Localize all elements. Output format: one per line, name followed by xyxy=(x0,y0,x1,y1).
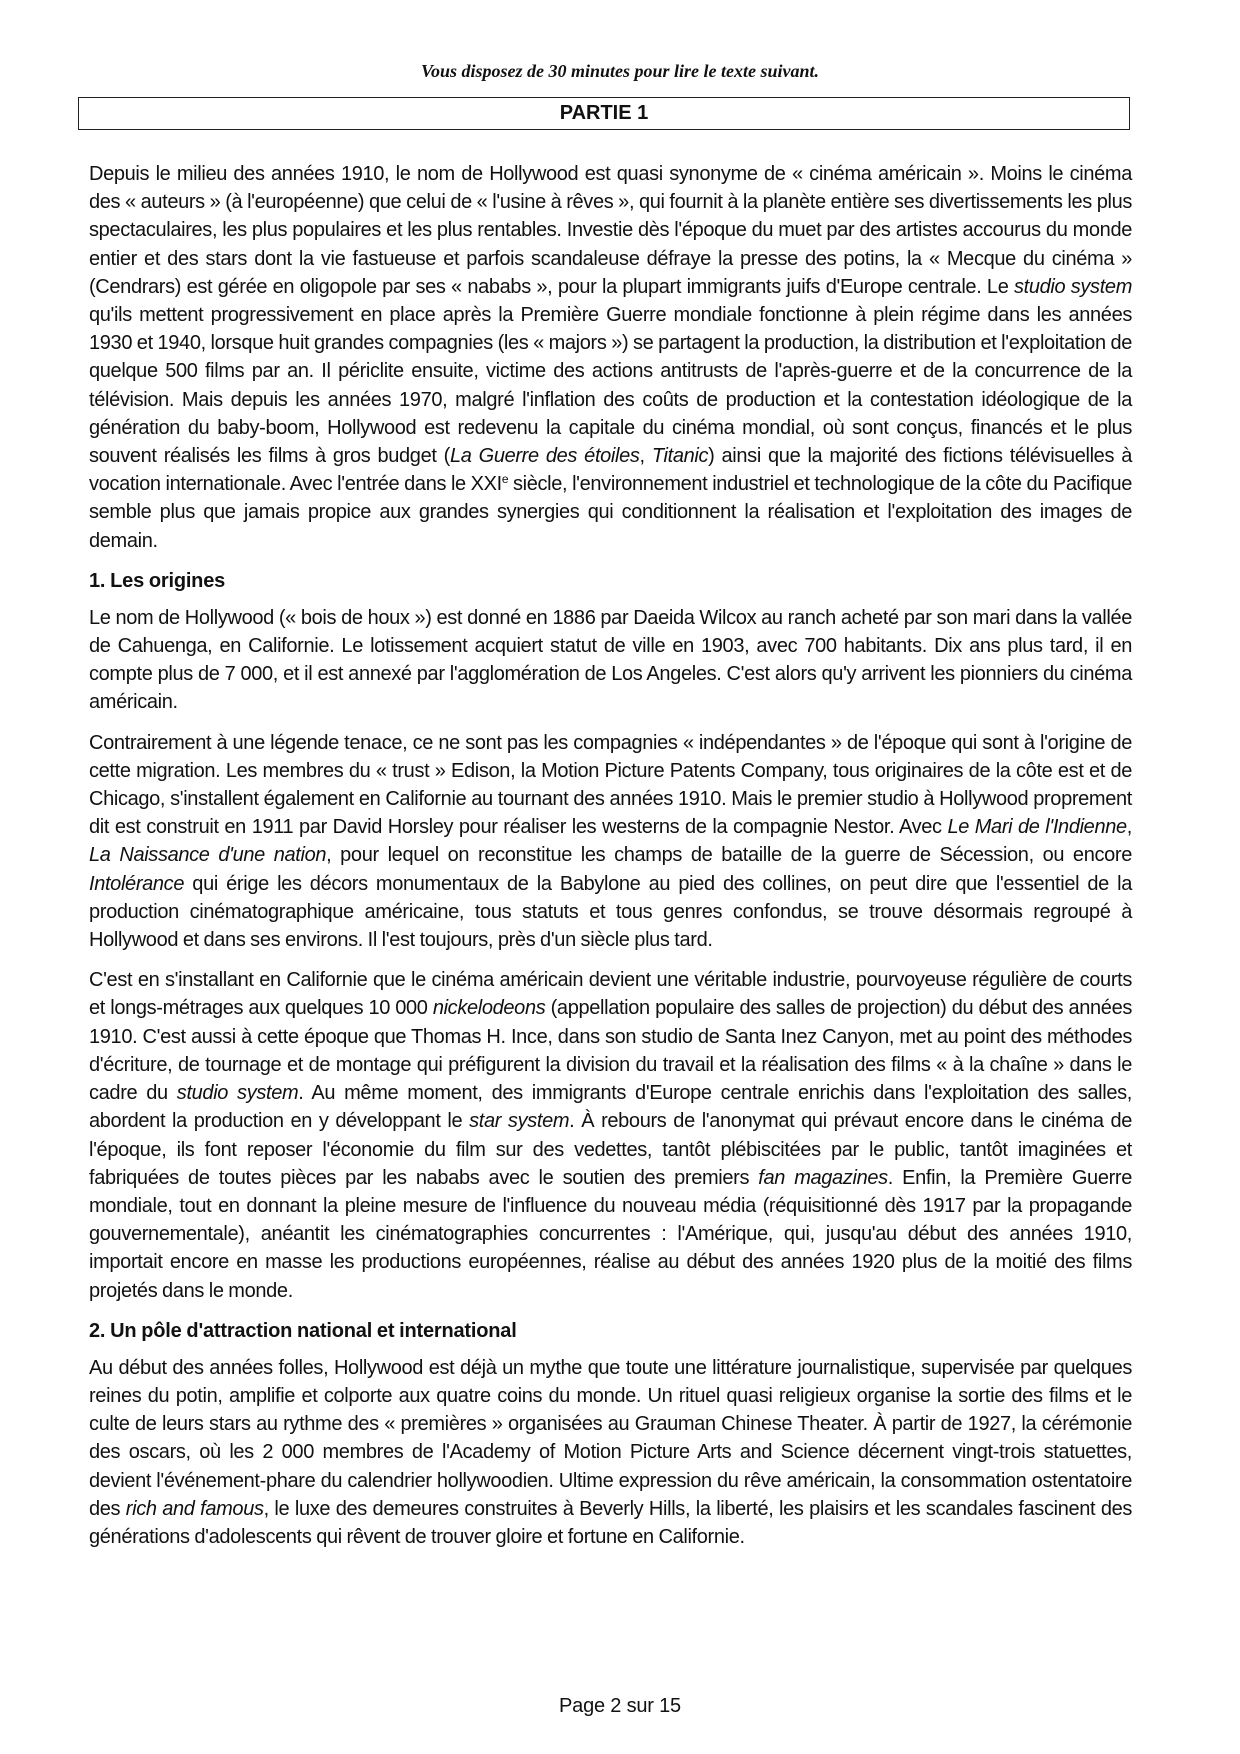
origins-paragraph-2: Contrairement à une légende tenace, ce ne sont pas les compagnies « indépendantes » de l'époque qui sont à l'origine de cette migration. Les membres du « trust » Edison, la Motion Picture Patents Company, tous originaires de la côte est et de Chicago, s'installent également en Californie au tournant des années 1910. Mais le premier studio à Hollywood proprement dit est construit en 1911 par David Horsley pour réaliser les westerns de la compagnie Nestor. Avec Le Mari de l'Indienne, La Naissance d'une nation, pour lequel on reconstitue les champs de bataille de la guerre de Sécession, ou encore Intolérance qui érige les décors monumentaux de la Babylone au pied des collines, on peut dire que l'essentiel de la production cinématographique américaine, tous statuts et tous genres confondus, se trouve désormais regroupé à Hollywood et dans ses environs. Il l'est toujours, près d'un siècle plus tard. xyxy=(89,731,1132,952)
origins-paragraph-3: C'est en s'installant en Californie que le cinéma américain devient une véritable industrie, pourvoyeuse régulière de courts et longs-métrages aux quelques 10 000 nickelodeons (appellation populaire des salles de projection) du début des années 1910. C'est aussi à cette époque que Thomas H. Ince, dans son studio de Santa Inez Canyon, met au point des méthodes d'écriture, de tournage et de montage qui préfigurent la division du travail et la réalisation des films « à la chaîne » dans le cadre du studio system. Au même moment, des immigrants d'Europe centrale enrichis dans l'exploitation des salles, abordent la production en y développant le star system. À rebours de l'anonymat qui prévaut encore dans le cinéma de l'époque, ils font reposer l'économie du film sur des vedettes, tantôt plébiscitées par le public, tantôt imaginées et fabriquées de toutes pièces par les nababs avec le soutien des premiers fan magazines. Enfin, la Première Guerre mondiale, tout en donnant la pleine mesure de l'influence du nouveau média (réquisitionné dès 1917 par la propagande gouvernementale), anéantit les cinématographies concurrentes : l'Amérique, qui, jusqu'au début des années 1910, importait encore en masse les productions européennes, réalise au début des années 1920 plus de la moitié des films projetés dans le monde. xyxy=(89,969,1133,1302)
attraction-paragraph-1: Au début des années folles, Hollywood est déjà un mythe que toute une littérature journalistique, supervisée par quelques reines du potin, amplifie et colporte aux quatre coins du monde. Un rituel quasi religieux organise la sortie des films et le culte de leurs stars au rythme des « premières » organisées au Grauman Chinese Theater. À partir de 1927, la cérémonie des oscars, où les 2 000 membres de l'Academy of Motion Picture Arts and Science décernent vingt-trois statuettes, devient l'événement-phare du calendrier hollywoodien. Ultime expression du rêve américain, la consommation ostentatoire des rich and famous, le luxe des demeures construites à Beverly Hills, la liberté, les plaisirs et les scandales fascinent des générations d'adolescents qui rêvent de trouver gloire et fortune en Californie. xyxy=(89,1356,1133,1548)
article-body xyxy=(89,160,1132,1563)
part-title: PARTIE 1 xyxy=(78,97,1130,130)
page-number: Page 2 sur 15 xyxy=(559,1695,681,1717)
intro-paragraph: Depuis le milieu des années 1910, le nom de Hollywood est quasi synonyme de « cinéma américain ». Moins le cinéma des « auteurs » (à l'européenne) que celui de « l'usine à rêves », qui fournit à la planète entière ses divertissements les plus spectaculaires, les plus populaires et les plus rentables. Investie dès l'époque du muet par des artistes accourus du monde entier et des stars dont la vie fastueuse et parfois scandaleuse défraye la presse des potins, la « Mecque du cinéma » (Cendrars) est gérée en oligopole par ses « nababs », pour la plupart immigrants juifs d'Europe centrale. Le studio system qu'ils mettent progressivement en place après la Première Guerre mondiale fonctionne à plein régime dans les années 1930 et 1940, lorsque huit grandes compagnies (les « majors ») se partagent la production, la distribution et l'exploitation de quelque 500 films par an. Il périclite ensuite, victime des actions antitrusts de l'après-guerre et de la concurrence de la télévision. Mais depuis les années 1970, malgré l'inflation des coûts de production et la contestation idéologique de la génération du baby-boom, Hollywood est redevenu la capitale du cinéma mondial, où sont conçus, financés et le plus souvent réalisés les films à gros budget (La Guerre des étoiles, Titanic) ainsi que la majorité des fictions télévisuelles à vocation internationale. Avec l'entrée dans le XXIe siècle, l'environnement industriel et technologique de la côte du Pacifique semble plus que jamais propice aux grandes synergies qui conditionnent la réalisation et l'exploitation des images de demain. xyxy=(89,163,1133,552)
section-heading-attraction: 2. Un pôle d'attraction national et international xyxy=(89,1319,517,1342)
origins-paragraph-1: Le nom de Hollywood (« bois de houx ») est donné en 1886 par Daeida Wilcox au ranch acheté par son mari dans la vallée de Cahuenga, en Californie. Le lotissement acquiert statut de ville en 1903, avec 700 habitants. Dix ans plus tard, il en compte plus de 7 000, et il est annexé par l'agglomération de Los Angeles. C'est alors qu'y arrivent les pionniers du cinéma américain. xyxy=(89,606,1132,714)
section-heading-origins: 1. Les origines xyxy=(89,569,226,592)
reading-instruction: Vous disposez de 30 minutes pour lire le texte suivant. xyxy=(420,61,820,81)
